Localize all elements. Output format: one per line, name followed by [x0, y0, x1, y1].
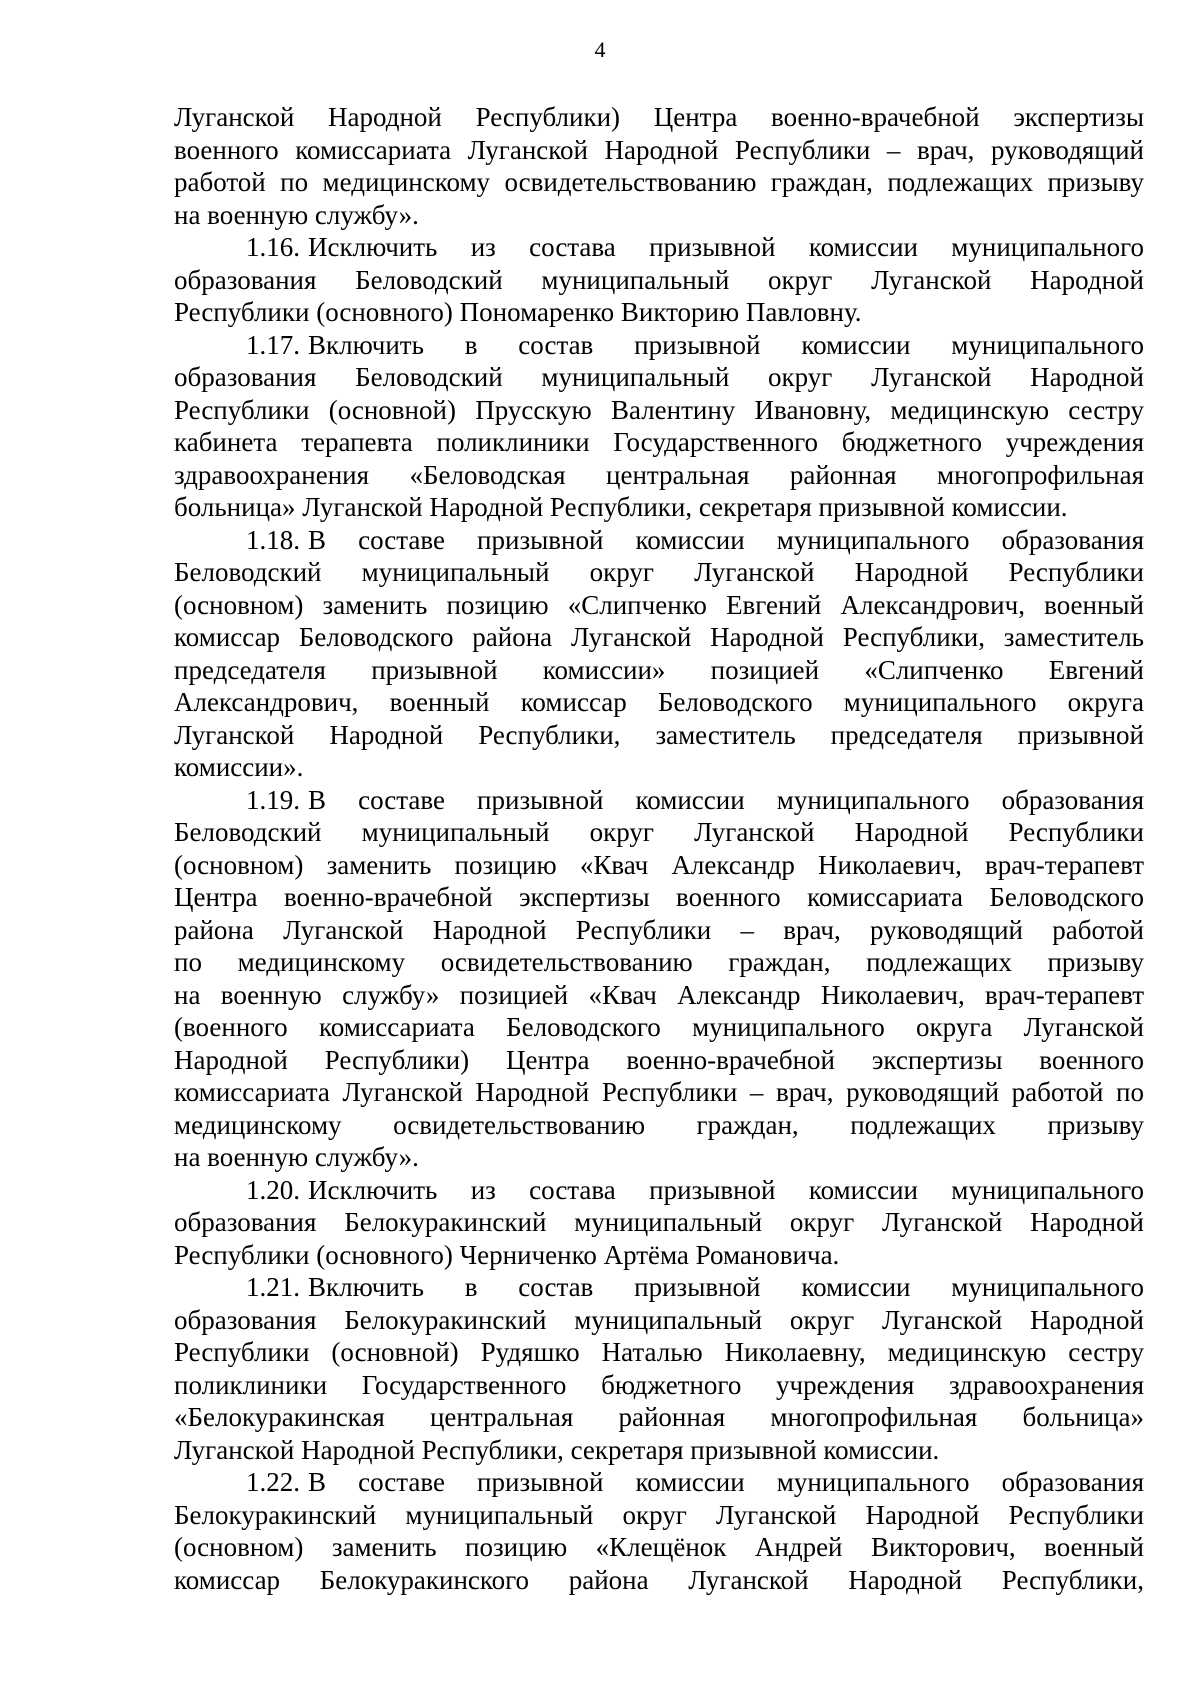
paragraph-p16 [174, 231, 1144, 329]
text-line [174, 1011, 1144, 1044]
line-text: (основном) заменить позицию «Слипченко Евгений Александрович, военный [174, 589, 1144, 620]
line-text: работой по медицинскому освидетельствованию граждан, подлежащих призыву [174, 167, 1144, 197]
text-line [174, 1271, 1144, 1304]
clause-number: 1.17. [246, 329, 300, 360]
text-line [174, 329, 1144, 362]
paragraph-p19 [174, 784, 1144, 1174]
line-text: Республики (основной) Прусскую Валентину Ивановну, медицинскую сестру [174, 394, 1144, 425]
text-line [174, 816, 1144, 849]
line-text: района Луганской Народной Республики – врач, руководящий работой [174, 914, 1144, 945]
line-text: здравоохранения «Беловодская центральная районная многопрофильная [174, 459, 1144, 490]
line-text: больница» Луганской Народной Республики, секретаря призывной комиссии. [174, 492, 1068, 522]
line-text: образования Беловодский муниципальный округ Луганской Народной [174, 264, 1144, 295]
text-line [174, 426, 1144, 459]
text-line [174, 1109, 1144, 1142]
text-line [174, 556, 1144, 589]
paragraph-p17 [174, 329, 1144, 524]
text-line [174, 686, 1144, 719]
clause-number: 1.21. [246, 1272, 300, 1302]
text-line [174, 459, 1144, 492]
page-number: 4 [594, 37, 606, 62]
text-line [174, 1434, 1144, 1467]
line-text: Беловодский муниципальный округ Луганской Народной Республики [174, 557, 1144, 587]
line-text: Народной Республики) Центра военно-врачебной экспертизы военного [174, 1044, 1144, 1075]
text-line [174, 621, 1144, 654]
text-line [174, 784, 1144, 817]
line-text: комиссии». [174, 752, 304, 782]
text-line [174, 719, 1144, 752]
text-line [174, 1531, 1144, 1564]
line-text: (основном) заменить позицию «Клещёнок Андрей Викторович, военный [174, 1532, 1144, 1562]
line-text: Исключить из состава призывной комиссии муниципального [308, 1174, 1144, 1205]
clause-number: 1.16. [246, 232, 300, 262]
text-line [174, 1044, 1144, 1077]
text-line [174, 946, 1144, 979]
line-text: председателя призывной комиссии» позицией «Слипченко Евгений [174, 654, 1144, 685]
line-text: Включить в состав призывной комиссии муниципального [308, 329, 1144, 360]
clause-number: 1.19. [246, 784, 300, 815]
line-text: образования Белокуракинский муниципальный округ Луганской Народной [174, 1304, 1144, 1335]
line-text: образования Беловодский муниципальный округ Луганской Народной [174, 362, 1144, 392]
text-line [174, 166, 1144, 199]
text-line [174, 524, 1144, 557]
paragraph-p22 [174, 1466, 1144, 1596]
line-text: (военного комиссариата Беловодского муниципального округа Луганской [174, 1012, 1144, 1042]
text-line [174, 849, 1144, 882]
line-text: Белокуракинский муниципальный округ Луганской Народной Республики [174, 1499, 1144, 1530]
line-text: В составе призывной комиссии муниципального образования [308, 784, 1144, 815]
paragraph-p20 [174, 1174, 1144, 1272]
document-body [174, 101, 1144, 1596]
line-text: Беловодский муниципальный округ Луганской Народной Республики [174, 817, 1144, 847]
text-line [174, 361, 1144, 394]
line-text: Луганской Народной Республики, заместитель председателя призывной [174, 719, 1144, 750]
line-text: кабинета терапевта поликлиники Государственного бюджетного учреждения [174, 427, 1144, 457]
line-text: В составе призывной комиссии муниципального образования [308, 524, 1144, 555]
line-text: на военную службу» позицией «Квач Александр Николаевич, врач-терапевт [174, 979, 1144, 1010]
text-line [174, 979, 1144, 1012]
clause-number: 1.22. [246, 1467, 300, 1497]
line-text: комиссариата Луганской Народной Республики – врач, руководящий работой по [174, 1077, 1144, 1107]
line-text: Республики (основного) Пономаренко Викторию Павловну. [174, 297, 862, 327]
text-line [174, 589, 1144, 622]
text-line [174, 881, 1144, 914]
line-text: медицинскому освидетельствованию граждан, подлежащих призыву [174, 1109, 1144, 1140]
line-text: поликлиники Государственного бюджетного учреждения здравоохранения [174, 1369, 1144, 1400]
paragraph-p21 [174, 1271, 1144, 1466]
line-text: Республики (основного) Черниченко Артёма Романовича. [174, 1239, 840, 1270]
line-text: военного комиссариата Луганской Народной Республики – врач, руководящий [174, 134, 1144, 165]
text-line [174, 134, 1144, 167]
text-line [174, 1141, 1144, 1174]
line-text: (основном) заменить позицию «Квач Александр Николаевич, врач-терапевт [174, 849, 1144, 880]
clause-number: 1.18. [246, 524, 300, 555]
line-text: Луганской Народной Республики) Центра военно-врачебной экспертизы [174, 102, 1144, 132]
text-line [174, 296, 1144, 329]
line-text: на военную службу». [174, 199, 419, 230]
line-text: Исключить из состава призывной комиссии муниципального [308, 232, 1144, 262]
line-text: Включить в состав призывной комиссии муниципального [308, 1272, 1144, 1302]
line-text: комиссар Белокуракинского района Луганской Народной Республики, [174, 1564, 1144, 1595]
text-line [174, 654, 1144, 687]
text-line [174, 1499, 1144, 1532]
line-text: Центра военно-врачебной экспертизы военного комиссариата Беловодского [174, 882, 1144, 912]
line-text: В составе призывной комиссии муниципального образования [308, 1467, 1144, 1497]
line-text: образования Белокуракинский муниципальный округ Луганской Народной [174, 1207, 1144, 1237]
text-line [174, 914, 1144, 947]
text-line [174, 1174, 1144, 1207]
paragraph-p18 [174, 524, 1144, 784]
text-line [174, 751, 1144, 784]
text-line [174, 394, 1144, 427]
text-line [174, 1076, 1144, 1109]
line-text: «Белокуракинская центральная районная многопрофильная больница» [174, 1402, 1144, 1432]
line-text: по медицинскому освидетельствованию граждан, подлежащих призыву [174, 947, 1144, 977]
paragraph-p0 [174, 101, 1144, 231]
line-text: комиссар Беловодского района Луганской Народной Республики, заместитель [174, 622, 1144, 652]
line-text: Республики (основной) Рудяшко Наталью Николаевну, медицинскую сестру [174, 1337, 1144, 1367]
line-text: Луганской Народной Республики, секретаря призывной комиссии. [174, 1434, 940, 1465]
text-line [174, 231, 1144, 264]
text-line [174, 1564, 1144, 1597]
line-text: на военную службу». [174, 1142, 419, 1172]
text-line [174, 1369, 1144, 1402]
text-line [174, 1401, 1144, 1434]
text-line [174, 1206, 1144, 1239]
text-line [174, 199, 1144, 232]
text-line [174, 1466, 1144, 1499]
clause-number: 1.20. [246, 1174, 300, 1205]
text-line [174, 1304, 1144, 1337]
text-line [174, 491, 1144, 524]
text-line [174, 1336, 1144, 1369]
text-line [174, 264, 1144, 297]
line-text: Александрович, военный комиссар Беловодского муниципального округа [174, 687, 1144, 717]
text-line [174, 1239, 1144, 1272]
text-line [174, 101, 1144, 134]
